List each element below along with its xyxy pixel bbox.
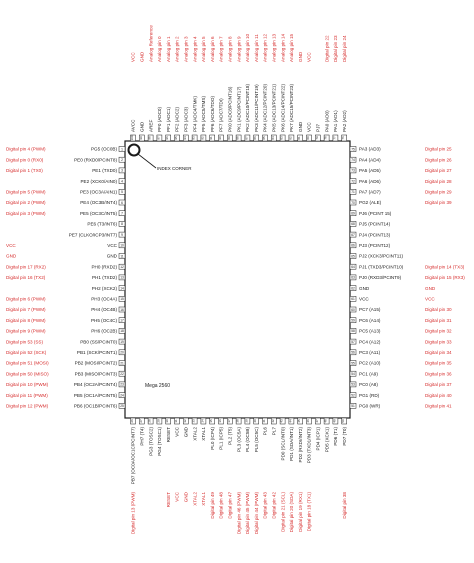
pin-number-85: 85 <box>262 136 266 140</box>
pin-number-77: 77 <box>332 136 337 140</box>
pin-name-51: PG0 (WR) <box>359 403 381 409</box>
arduino-label-pin-30: RESET <box>165 492 171 508</box>
pin-number-13: 13 <box>120 275 124 280</box>
pin-name-11: GND <box>106 253 117 259</box>
arduino-label-pin-76: Digital pin 24 <box>341 35 347 62</box>
arduino-label-pin-98: Analog Reference <box>148 25 154 62</box>
pin-number-92: 92 <box>200 136 205 140</box>
pin-name-23: PB4 (OC2A/PCINT4) <box>73 382 117 388</box>
pin-name-79: PJ7 <box>315 124 321 132</box>
pin-number-74: 74 <box>351 158 355 162</box>
pin-number-16: 16 <box>120 307 124 312</box>
pin-name-10: VCC <box>107 243 117 248</box>
pin-number-55: 55 <box>351 361 355 366</box>
arduino-label-pin-77: Digital pin 23 <box>333 35 339 62</box>
arduino-label-pin-40: Digital pin 44 (PWM) <box>253 492 259 535</box>
arduino-label-pin-94: Analog pin 3 <box>183 36 189 62</box>
pin-name-100: AVCC <box>130 119 136 132</box>
arduino-label-pin-75: Digital pin 25 <box>425 146 452 152</box>
pin-name-25: PB6 (OC1B/PCINT6) <box>73 403 117 409</box>
pin-name-84: PK5 (ADC13/PCINT21) <box>271 84 277 132</box>
arduino-label-pin-5: Digital pin 5 (PWM) <box>6 189 46 195</box>
pin-number-41: 41 <box>262 419 266 423</box>
pin-name-53: PC0 (A8) <box>359 382 378 388</box>
arduino-label-pin-50: Digital pin 38 <box>341 492 347 519</box>
pin-name-56: PC3 (A11) <box>359 350 381 355</box>
pin-name-98: AREF <box>148 119 154 132</box>
arduino-label-pin-13: Digital pin 16 (TX2) <box>6 275 46 281</box>
pin-number-62: 62 <box>351 286 355 291</box>
pin-name-78: PA0 (AD0) <box>324 110 330 132</box>
pin-name-5: PE3 (OC3A/AIN1) <box>79 189 117 195</box>
pin-name-65: PJ2 (XCK3/PCINT11) <box>359 253 404 259</box>
pin-name-3: PE1 (TXD0) <box>92 168 117 174</box>
pin-number-87: 87 <box>244 136 249 140</box>
pin-number-60: 60 <box>351 307 355 312</box>
arduino-label-pin-53: Digital pin 37 <box>425 382 452 388</box>
pin-name-66: PJ3 (PCINT12) <box>359 243 391 248</box>
arduino-label-pin-20: Digital pin 52 (SCK) <box>6 350 47 355</box>
arduino-label-pin-24: Digital pin 11 (PWM) <box>6 392 48 398</box>
pin-number-49: 49 <box>332 419 337 423</box>
pin-name-49: PD6 (T1) <box>333 427 339 446</box>
pin-name-82: PK7 (ADC15/PCINT23) <box>289 84 295 132</box>
arduino-label-pin-34: XTAL1 <box>201 492 207 506</box>
pin-name-14: PH2 (XCK2) <box>91 285 117 291</box>
pin-name-29: PG4 (TOSC1) <box>157 427 163 456</box>
arduino-label-pin-46: Digital pin 18 (TX1) <box>306 492 312 532</box>
pin-number-57: 57 <box>351 339 355 344</box>
arduino-label-pin-32: GND <box>183 492 189 503</box>
pin-name-48: PD5 (XCK1) <box>324 427 330 453</box>
pin-number-39: 39 <box>244 419 249 423</box>
pin-name-6: PE4 (OC3B/INT4) <box>80 200 117 206</box>
pin-name-68: PJ5 (PCINT14) <box>359 221 391 227</box>
arduino-label-pin-59: Digital pin 31 <box>425 317 452 323</box>
arduino-label-pin-42: Digital pin 42 <box>271 492 277 519</box>
pin-number-43: 43 <box>279 419 284 423</box>
pin-number-52: 52 <box>351 393 355 398</box>
arduino-label-pin-60: Digital pin 30 <box>425 307 452 313</box>
pin-name-19: PB0 (SS/PCINT0) <box>80 339 117 345</box>
pin-number-7: 7 <box>121 211 123 216</box>
arduino-label-pin-54: Digital pin 36 <box>425 371 452 377</box>
pin-name-32: GND <box>183 427 189 438</box>
pin-number-93: 93 <box>191 136 196 140</box>
pin-number-30: 30 <box>165 419 170 423</box>
pin-number-79: 79 <box>314 136 319 140</box>
pin-number-22: 22 <box>120 372 124 376</box>
arduino-label-pin-10: VCC <box>6 243 16 248</box>
pin-name-50: PD7 (T0) <box>341 427 347 446</box>
pin-number-17: 17 <box>120 318 124 323</box>
pin-name-83: PK6 (ADC14/PCINT22) <box>280 84 286 132</box>
pin-number-63: 63 <box>351 275 355 280</box>
pin-name-91: PF6 (ADC6/TDO) <box>209 96 215 132</box>
pin-number-61: 61 <box>351 297 355 302</box>
arduino-label-pin-73: Digital pin 27 <box>425 168 452 174</box>
chip-body <box>125 141 350 418</box>
pin-name-61: VCC <box>359 296 369 302</box>
pin-number-48: 48 <box>323 419 328 423</box>
pin-number-70: 70 <box>351 200 355 205</box>
pin-name-26: PB7 (OC0A/OC1C/PCINT7) <box>130 427 136 485</box>
arduino-label-pin-78: Digital pin 22 <box>324 35 330 62</box>
pin-number-18: 18 <box>120 329 124 334</box>
pin-name-85: PK4 (ADC12/PCINT20) <box>262 84 268 132</box>
pin-name-74: PA4 (AD4) <box>359 157 381 163</box>
pin-number-36: 36 <box>218 419 222 423</box>
pin-number-8: 8 <box>121 222 123 227</box>
pin-name-12: PH0 (RXD2) <box>91 264 117 270</box>
pin-name-94: PF3 (ADC3) <box>183 106 189 132</box>
pin-name-39: PL4 (OC5B) <box>245 427 251 453</box>
arduino-label-pin-7: Digital pin 3 (PWM) <box>6 210 46 216</box>
pin-name-81: GND <box>297 121 303 132</box>
arduino-label-pin-11: GND <box>6 253 17 259</box>
pin-name-70: PG2 (ALE) <box>359 200 382 206</box>
pin-name-75: PA3 (AD3) <box>359 146 381 152</box>
pin-name-35: PL0 (ICP4) <box>209 427 215 450</box>
arduino-label-pin-23: Digital pin 10 (PWM) <box>6 382 49 388</box>
index-corner-label: INDEX CORNER <box>157 166 192 171</box>
pin-number-26: 26 <box>130 419 134 423</box>
arduino-label-pin-72: Digital pin 28 <box>425 178 452 184</box>
pin-name-16: PH4 (OC4B) <box>91 307 117 313</box>
pin-name-22: PB3 (MISO/PCINT3) <box>74 371 117 377</box>
pin-number-31: 31 <box>174 419 178 423</box>
pin-number-58: 58 <box>351 329 355 334</box>
pin-number-28: 28 <box>147 419 152 423</box>
pin-name-44: PD1 (SDA/INT1) <box>289 427 295 461</box>
arduino-label-pin-95: Analog pin 2 <box>174 36 180 62</box>
pin-name-90: PF7 (ADC7/TDI) <box>218 98 224 132</box>
pin-name-31: VCC <box>174 427 180 437</box>
pin-name-28: PG3 (TOSC2) <box>148 427 154 456</box>
arduino-label-pin-87: Analog pin 10 <box>245 33 251 62</box>
pin-name-38: PL3 (OC5A) <box>236 427 242 453</box>
pin-name-30: RESET <box>165 427 171 443</box>
pin-number-83: 83 <box>279 136 284 140</box>
pin-name-80: VCC <box>306 122 312 132</box>
pin-number-98: 98 <box>147 136 152 140</box>
arduino-label-pin-81: GND <box>297 51 303 62</box>
pin-number-72: 72 <box>351 179 355 184</box>
pin-number-25: 25 <box>120 404 124 409</box>
pin-name-64: PJ1 (TXD3/PCINT10) <box>359 264 404 270</box>
arduino-label-pin-31: VCC <box>174 492 180 502</box>
pin-name-86: PK3 (ADC11/PCINT19) <box>253 84 259 132</box>
arduino-label-pin-26: Digital pin 13 (PWM) <box>130 492 136 535</box>
pin-number-9: 9 <box>121 232 123 237</box>
pin-number-73: 73 <box>351 168 355 173</box>
arduino-label-pin-56: Digital pin 34 <box>425 350 452 355</box>
arduino-label-pin-74: Digital pin 26 <box>425 157 452 163</box>
pin-number-91: 91 <box>209 136 214 140</box>
pin-name-7: PE5 (OC3C/INT5) <box>79 210 117 216</box>
pin-name-99: GND <box>139 121 145 132</box>
pin-number-67: 67 <box>351 232 355 237</box>
arduino-label-pin-36: Digital pin 48 <box>218 492 224 519</box>
pin-number-10: 10 <box>120 243 124 248</box>
pin-name-24: PB5 (OC1A/PCINT5) <box>73 392 117 398</box>
pin-number-14: 14 <box>120 286 124 291</box>
arduino-label-pin-37: Digital pin 47 <box>227 492 233 519</box>
pin-name-59: PC6 (A14) <box>359 317 381 323</box>
pin-number-69: 69 <box>351 211 355 216</box>
pin-number-27: 27 <box>138 419 143 423</box>
pin-number-50: 50 <box>341 419 346 423</box>
arduino-label-pin-58: Digital pin 32 <box>425 328 452 334</box>
pin-number-4: 4 <box>121 179 123 184</box>
pin-name-37: PL2 (T5) <box>227 427 233 445</box>
arduino-label-pin-22: Digital pin 50 (MISO) <box>6 371 49 377</box>
pin-number-6: 6 <box>121 200 123 205</box>
arduino-label-pin-39: Digital pin 45 (PWM) <box>245 492 251 535</box>
arduino-label-pin-19: Digital pin 53 (SS) <box>6 339 44 345</box>
arduino-label-pin-51: Digital pin 41 <box>425 403 452 409</box>
pin-name-9: PE7 (CLKO/ICP3/INT7) <box>68 232 117 238</box>
arduino-label-pin-86: Analog pin 11 <box>253 34 259 62</box>
arduino-label-pin-25: Digital pin 12 (PWM) <box>6 403 49 409</box>
pin-name-45: PD2 (RXDI/INT2) <box>297 427 303 463</box>
arduino-label-pin-45: Digital pin 19 (RX1) <box>297 492 303 532</box>
pin-number-80: 80 <box>306 136 310 140</box>
arduino-label-pin-70: Digital pin 39 <box>425 200 452 206</box>
pin-number-78: 78 <box>323 136 328 140</box>
pin-name-58: PC5 (A13) <box>359 328 381 334</box>
pin-name-60: PC7 (A15) <box>359 307 381 313</box>
pin-number-86: 86 <box>253 136 258 140</box>
pin-number-42: 42 <box>270 419 275 423</box>
arduino-label-pin-84: Analog pin 13 <box>271 33 277 62</box>
pin-name-17: PH5 (OC4C) <box>90 317 117 323</box>
pin-number-40: 40 <box>253 419 258 423</box>
pin-name-67: PJ4 (PCINT13) <box>359 232 391 238</box>
pin-name-43: PD0 (SCL/INT0) <box>280 427 286 461</box>
pin-number-96: 96 <box>165 136 170 140</box>
pin-name-20: PB1 (SCK/PCINT1) <box>76 350 117 355</box>
pin-name-62: GND <box>359 285 370 291</box>
pin-number-23: 23 <box>120 382 124 387</box>
pin-name-40: PL5 (OC5C) <box>253 427 259 453</box>
arduino-label-pin-63: Digital pin 15 (RX3) <box>425 275 465 281</box>
arduino-label-pin-55: Digital pin 35 <box>425 360 452 366</box>
arduino-label-pin-62: GND <box>425 285 436 291</box>
arduino-label-pin-71: Digital pin 29 <box>425 189 452 195</box>
pin-number-76: 76 <box>341 136 346 140</box>
pin-name-21: PB2 (MOSI/PCINT2) <box>74 360 117 366</box>
pin-number-81: 81 <box>297 136 302 140</box>
pin-number-53: 53 <box>351 382 355 387</box>
arduino-label-pin-91: Analog pin 6 <box>209 36 215 62</box>
arduino-label-pin-43: Digital pin 21 (SCL) <box>280 492 286 532</box>
pin-number-99: 99 <box>138 136 143 140</box>
pin-number-90: 90 <box>218 136 222 140</box>
pin-name-93: PF4 (ADC4/TMK) <box>192 96 198 132</box>
pin-name-18: PH6 (OC2B) <box>91 328 117 334</box>
pin-number-47: 47 <box>314 419 319 423</box>
pin-name-96: PF1 (ADC1) <box>165 106 171 132</box>
pin-name-46: PD3 (TXD1/INT3) <box>306 427 312 464</box>
pin-name-89: PK0 (ADC8/PCINT16) <box>227 86 233 132</box>
pin-number-35: 35 <box>209 419 214 423</box>
pin-name-77: PA1 (AD1) <box>333 110 339 132</box>
arduino-label-pin-89: Analog pin 8 <box>227 36 233 62</box>
pin-name-13: PH1 (TXD2) <box>91 275 117 281</box>
pin-number-21: 21 <box>120 361 124 366</box>
arduino-label-pin-17: Digital pin 8 (PWM) <box>6 317 46 323</box>
pin-name-57: PC4 (A12) <box>359 339 381 345</box>
pin-name-95: PF2 (ADC2) <box>174 106 180 132</box>
arduino-label-pin-99: GND <box>139 51 145 62</box>
pin-number-33: 33 <box>191 419 196 423</box>
pin-number-95: 95 <box>174 136 178 140</box>
pin-number-38: 38 <box>235 419 240 423</box>
pin-name-34: XTAL1 <box>201 427 207 441</box>
pin-number-44: 44 <box>288 419 293 423</box>
pin-name-52: PG1 (RD) <box>359 392 380 398</box>
pin-number-82: 82 <box>288 136 293 140</box>
arduino-label-pin-33: XTAL2 <box>192 492 198 506</box>
pin-number-45: 45 <box>297 419 302 423</box>
pin-name-55: PC2 (A10) <box>359 360 381 366</box>
arduino-label-pin-57: Digital pin 33 <box>425 339 452 345</box>
pin-number-5: 5 <box>121 190 123 195</box>
pin-number-3: 3 <box>121 168 123 173</box>
arduino-label-pin-92: Analog pin 5 <box>201 36 207 62</box>
pin-number-12: 12 <box>120 265 124 269</box>
arduino-label-pin-80: VCC <box>306 52 312 62</box>
arduino-label-pin-83: Analog pin 14 <box>280 33 286 62</box>
arduino-label-pin-88: Analog pin 9 <box>236 36 242 62</box>
arduino-label-pin-21: Digital pin 51 (MOSI) <box>6 360 49 366</box>
arduino-label-pin-90: Analog pin 7 <box>218 36 224 62</box>
pin-number-59: 59 <box>351 318 355 323</box>
pin-name-1: PG5 (OC0B) <box>90 146 117 152</box>
arduino-label-pin-100: VCC <box>130 52 136 62</box>
arduino-label-pin-64: Digital pin 14 (TX3) <box>425 264 465 270</box>
pin-number-68: 68 <box>351 222 355 227</box>
pin-name-8: PE6 (T3/INT6) <box>87 221 117 227</box>
pin-name-63: PJ0 (RXD3/PCINT9) <box>359 275 402 281</box>
arduino-label-pin-82: Analog pin 15 <box>289 33 295 62</box>
pin-number-32: 32 <box>182 419 187 423</box>
pin-number-34: 34 <box>200 419 205 423</box>
pin-number-88: 88 <box>235 136 240 140</box>
pin-number-66: 66 <box>351 243 355 248</box>
pin-name-88: PK1 (ADC9/PCINT17) <box>236 86 242 132</box>
arduino-label-pin-52: Digital pin 40 <box>425 392 452 398</box>
pin-name-2: PE0 (RXD0/PCINT8) <box>74 157 117 163</box>
pin-number-100: 100 <box>130 135 134 141</box>
pin-name-36: PL1 (ICP5) <box>218 427 224 450</box>
pin-name-15: PH3 (OC4A) <box>91 296 117 302</box>
pin-name-33: XTAL2 <box>192 427 198 441</box>
arduino-label-pin-38: Digital pin 46 (PWM) <box>236 492 242 535</box>
pin-number-54: 54 <box>351 372 355 376</box>
arduino-label-pin-44: Digital pin 20 (SDA) <box>289 492 295 533</box>
arduino-label-pin-15: Digital pin 6 (PWM) <box>6 296 46 302</box>
arduino-label-pin-12: Digital pin 17 (RX2) <box>6 264 46 270</box>
pin-name-4: PE2 (XCK0/AIN0) <box>80 178 117 184</box>
arduino-label-pin-96: Analog pin 1 <box>165 36 171 62</box>
pin-name-69: PJ6 (PCINT 15) <box>359 210 392 216</box>
chip-label: Mega 2560 <box>145 383 171 389</box>
pin-name-27: PH7 (T4) <box>139 427 145 446</box>
arduino-label-pin-2: Digital pin 0 (RX0) <box>6 157 44 163</box>
pin-number-15: 15 <box>120 297 124 302</box>
pin-number-84: 84 <box>270 136 275 140</box>
pin-number-46: 46 <box>306 419 310 423</box>
arduino-label-pin-35: Digital pin 49 <box>209 492 215 519</box>
arduino-label-pin-6: Digital pin 2 (PWM) <box>6 200 46 206</box>
pin-number-24: 24 <box>120 393 124 398</box>
pin-number-97: 97 <box>156 136 161 140</box>
pin-number-65: 65 <box>351 254 355 259</box>
arduino-label-pin-93: Analog pin 4 <box>192 36 198 62</box>
pin-name-97: PF0 (ADC0) <box>157 106 163 132</box>
pin-number-1: 1 <box>121 147 123 152</box>
pin-number-71: 71 <box>351 190 355 195</box>
pin-number-11: 11 <box>120 254 124 259</box>
pin-name-87: PK2 (ADC10/PCINT18) <box>245 84 251 132</box>
pin-name-72: PA6 (AD6) <box>359 178 381 184</box>
pin-name-47: PD4 (ICP1) <box>315 427 321 451</box>
pin-name-54: PC1 (A9) <box>359 371 378 377</box>
arduino-label-pin-85: Analog pin 12 <box>262 33 268 62</box>
arduino-label-pin-18: Digital pin 9 (PWM) <box>6 328 46 334</box>
arduino-label-pin-16: Digital pin 7 (PWM) <box>6 307 46 313</box>
pin-name-92: PF5 (ADC5/TMS) <box>201 96 207 132</box>
pin-name-71: PA7 (AD7) <box>359 189 381 195</box>
pin-number-29: 29 <box>156 419 161 423</box>
pin-number-94: 94 <box>182 136 187 140</box>
pin-number-56: 56 <box>351 350 355 355</box>
arduino-label-pin-3: Digital pin 1 (TX0) <box>6 168 43 174</box>
pin-number-51: 51 <box>351 404 355 409</box>
pin-number-2: 2 <box>121 158 123 162</box>
arduino-label-pin-61: VCC <box>425 296 435 302</box>
pin-number-19: 19 <box>120 339 124 344</box>
pin-name-41: PL6 <box>262 427 268 436</box>
pin-number-20: 20 <box>120 350 124 355</box>
arduino-label-pin-1: Digital pin 4 (PWM) <box>6 146 46 152</box>
arduino-label-pin-41: Digital pin 43 <box>262 492 268 519</box>
pin-number-89: 89 <box>226 136 231 140</box>
pin-number-64: 64 <box>351 265 355 269</box>
arduino-label-pin-97: Analog pin 0 <box>157 36 163 62</box>
pin-name-42: PL7 <box>271 427 277 436</box>
pin-name-73: PA5 (AD5) <box>359 168 381 174</box>
pin-number-75: 75 <box>351 147 355 152</box>
pin-name-76: PA2 (AD2) <box>341 110 347 132</box>
pin-number-37: 37 <box>226 419 231 423</box>
